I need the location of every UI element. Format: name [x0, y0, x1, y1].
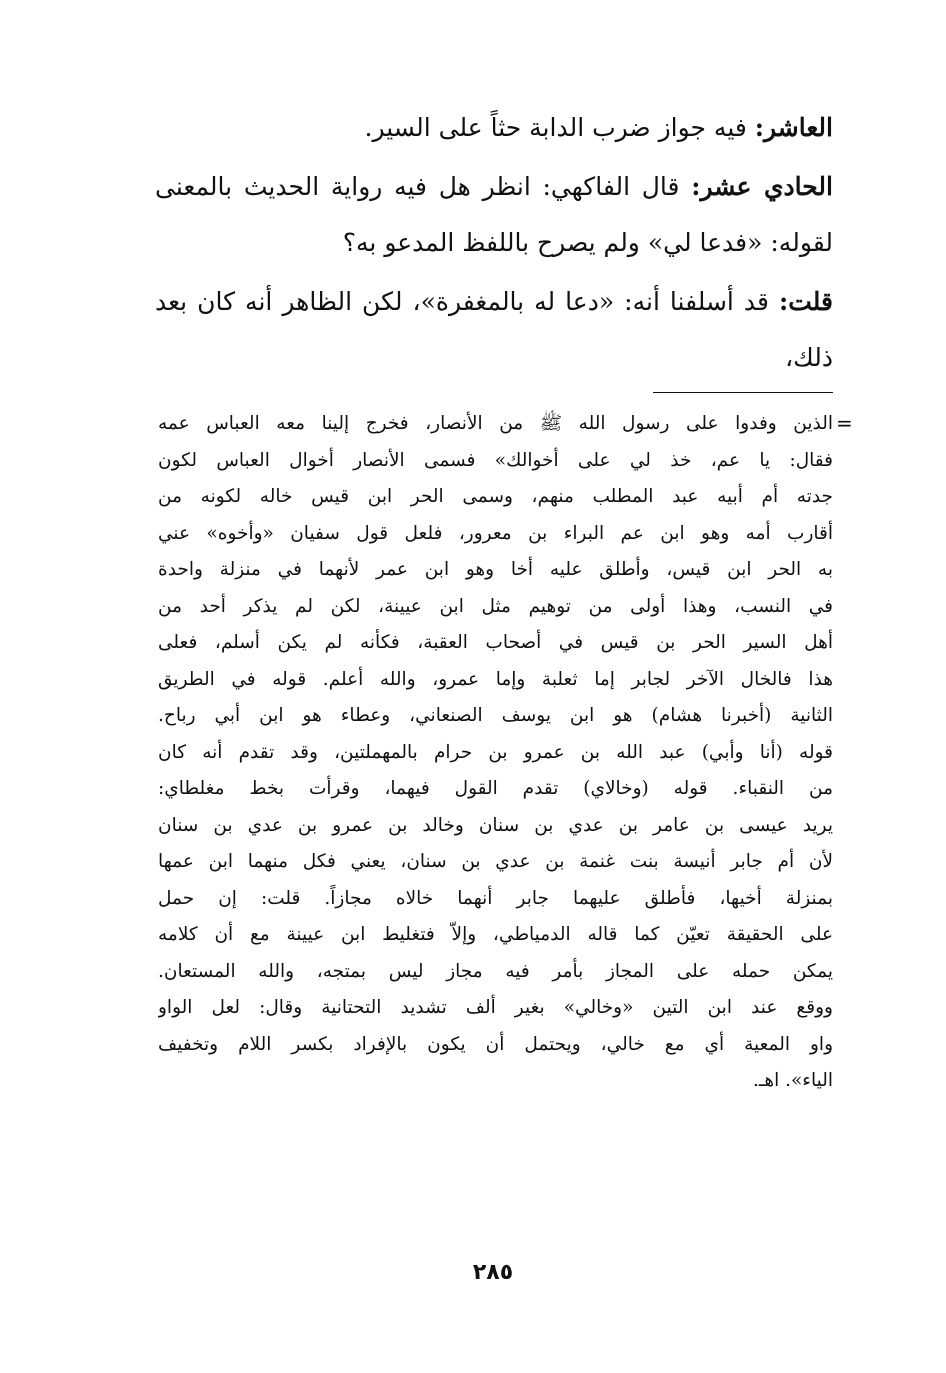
- paragraph-lead-qultu: قلت:: [778, 287, 833, 316]
- footnote: [158, 406, 833, 1100]
- footnote-line: واو المعية أي مع خالي، ويحتمل أن يكون بالإفراد بكسر اللام وتخفيف: [158, 1033, 833, 1055]
- footnote-line: أقارب أمه وهو ابن عم البراء بن معرور، فلعل قول سفيان «وأخوه» عني: [158, 522, 833, 544]
- footnote-line: الياء». اهـ.: [753, 1070, 833, 1091]
- footnote-line: هذا فالخال الآخر لجابر إما ثعلبة وإما عمرو، والله أعلم. قوله في الطريق: [158, 668, 833, 690]
- paragraph-lead-tenth: العاشر:: [754, 113, 833, 142]
- paragraph-eleventh: [155, 159, 833, 271]
- paragraph-lead-eleventh: الحادي عشر:: [691, 172, 833, 201]
- footnote-line: قوله (أنا وأبي) عبد الله بن عمرو بن حرام بالمهملتين، وقد تقدم أنه كان: [158, 741, 833, 763]
- footnote-line: أهل السير الحر بن قيس في أصحاب العقبة، فكأنه لم يكن أسلم، فعلى: [158, 632, 833, 653]
- footnote-line: في النسب، وهذا أولى من توهيم مثل ابن عيينة، لكن لم يذكر أحد من: [158, 595, 833, 617]
- paragraph-text-eleventh: قال الفاكهي: انظر هل فيه رواية الحديث بالمعنى لقوله: «فدعا لي» ولم يصرح باللفظ المدعو به؟: [155, 172, 833, 257]
- footnote-line: ووقع عند ابن التين «وخالي» بغير ألف تشديد التحتانية وقال: لعل الواو: [158, 997, 833, 1018]
- footnote-line: الذين وفدوا على رسول الله ﷺ من الأنصار، فخرج إلينا معه العباس عمه: [158, 413, 833, 434]
- paragraph-tenth: [155, 100, 833, 156]
- footnote-line: يمكن حمله على المجاز بأمر فيه مجاز ليس بمتجه، والله المستعان.: [158, 960, 833, 982]
- footnote-line: بمنزلة أخيها، فأطلق عليهما جابر أنهما خالاه مجازاً. قلت: إن حمل: [158, 887, 833, 909]
- paragraph-text-qultu: قد أسلفنا أنه: «دعا له بالمغفرة»، لكن الظاهر أنه كان بعد ذلك،: [155, 287, 833, 372]
- footnote-line: فقال: يا عم، خذ لي على أخوالك» فسمى الأنصار أخوال العباس لكون: [158, 449, 833, 471]
- footnote-line: من النقباء. قوله (وخالاي) تقدم القول فيهما، وقرأت بخط مغلطاي:: [158, 778, 833, 799]
- footnote-line: على الحقيقة تعيّن كما قاله الدمياطي، وإلاّ فتغليط ابن عيينة مع أن كلامه: [158, 924, 833, 945]
- footnote-line: جدته أم أبيه عبد المطلب منهم، وسمى الحر ابن قيس خاله لكونه من: [158, 486, 833, 507]
- footnote-line: لأن أم جابر أنيسة بنت غنمة بن عدي بن سنان، يعني فكل منهما ابن عمها: [158, 851, 833, 872]
- footnote-continuation-mark: =: [836, 411, 853, 435]
- footnote-line: به الحر ابن قيس، وأطلق عليه أخا وهو ابن عمر لأنهما في منزلة واحدة: [158, 559, 833, 580]
- page-number: ٢٨٥: [472, 1260, 514, 1285]
- footnote-separator: [653, 392, 833, 393]
- main-text: [155, 100, 833, 389]
- footnote-line: يريد عيسى بن عامر بن عدي بن سنان وخالد بن عمرو بن عدي بن سنان: [158, 814, 833, 836]
- paragraph-text-tenth: فيه جواز ضرب الدابة حثاً على السير.: [364, 113, 755, 142]
- footnote-line: الثانية (أخبرنا هشام) هو ابن يوسف الصنعاني، وعطاء هو ابن أبي رباح.: [158, 705, 833, 726]
- paragraph-qultu: [155, 274, 833, 386]
